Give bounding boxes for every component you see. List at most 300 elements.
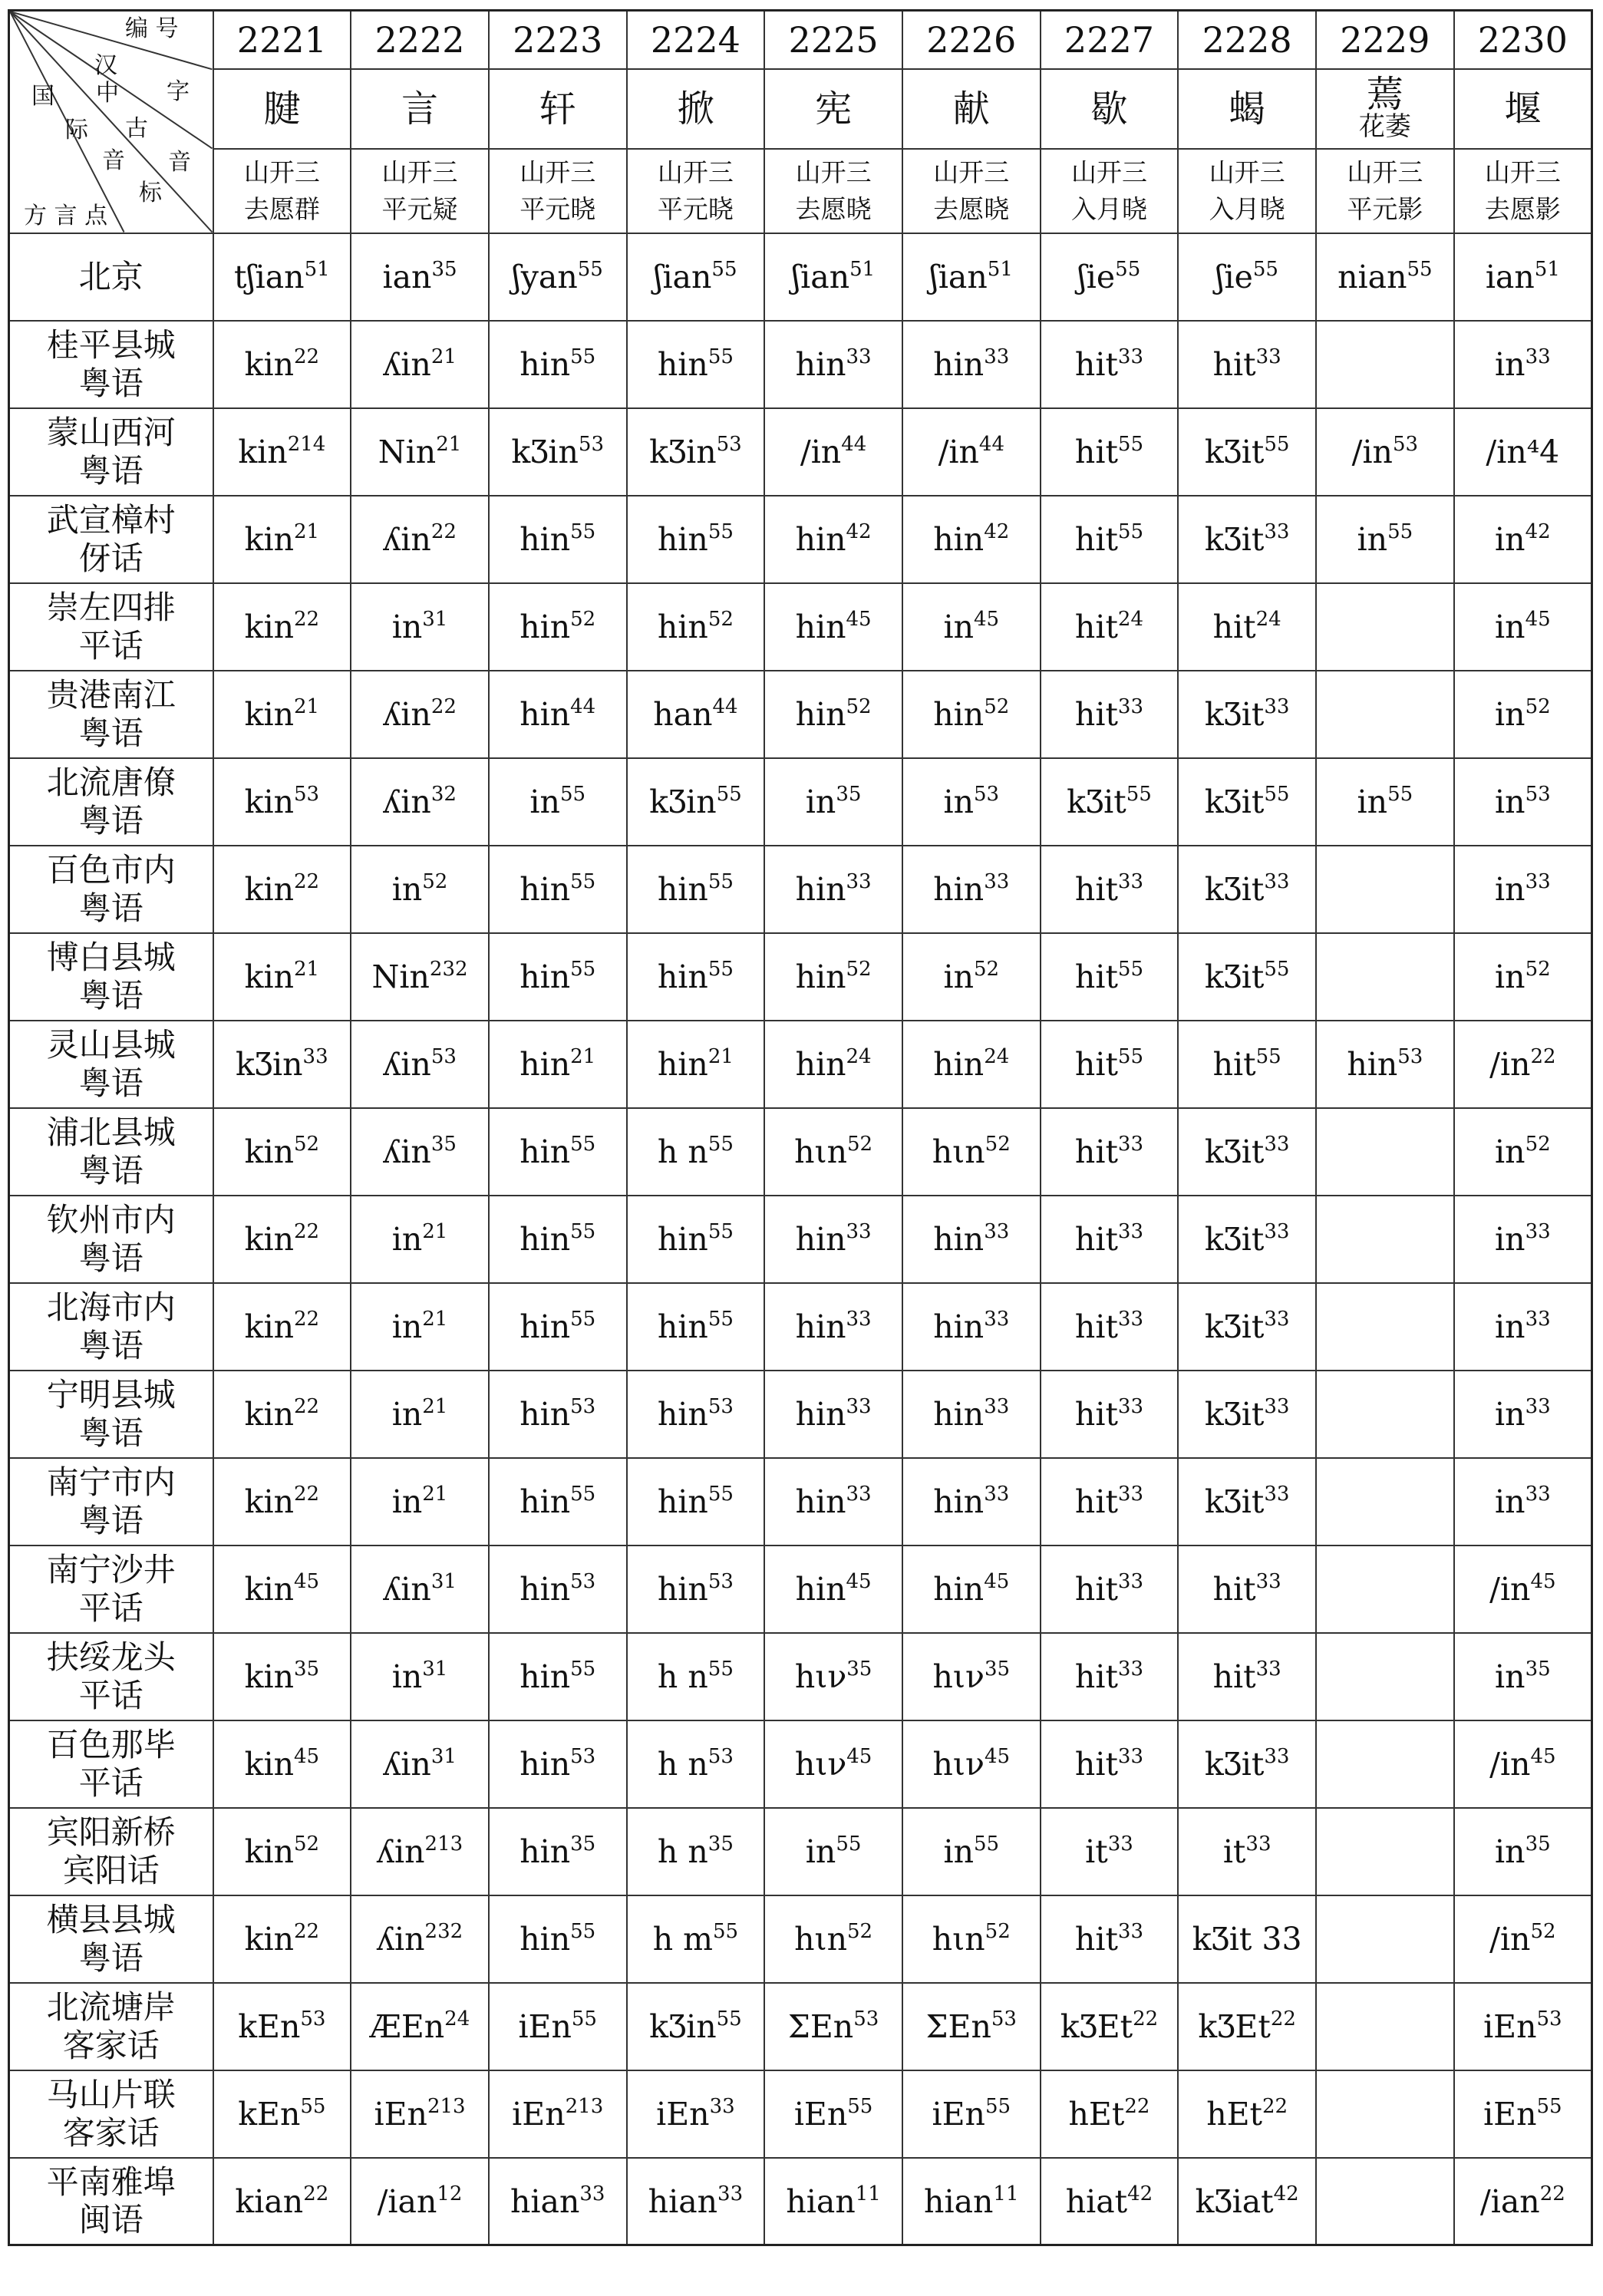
column-character: 腱 xyxy=(263,87,301,130)
pronunciation-base: hit xyxy=(1074,1921,1118,1958)
pronunciation-cell xyxy=(213,1720,351,1808)
pronunciation-cell xyxy=(351,1458,489,1546)
pronunciation-base: in xyxy=(1357,521,1388,558)
column-character-cell xyxy=(489,69,627,149)
pronunciation-base: kƷit xyxy=(1204,1483,1265,1520)
tone-value: 53 xyxy=(430,1045,457,1068)
middle-chinese-line: 山开三 xyxy=(657,157,734,187)
pronunciation-base: kin xyxy=(244,958,294,995)
pronunciation-base: hin xyxy=(795,696,846,733)
tone-value: 55 xyxy=(570,1483,596,1506)
dialect-place-line: 灵山县城 xyxy=(46,1025,176,1064)
pronunciation-cell xyxy=(1041,2070,1179,2158)
pronunciation-base: ΣEn xyxy=(787,2008,854,2045)
tone-value: 33 xyxy=(1117,1570,1144,1593)
middle-chinese-cell xyxy=(1178,149,1316,233)
column-number: 2222 xyxy=(351,11,489,69)
pronunciation-cell xyxy=(351,1983,489,2070)
pronunciation-cell xyxy=(213,2158,351,2245)
corner-label-ji: 际 xyxy=(65,117,88,144)
pronunciation-cell xyxy=(1178,496,1316,583)
pronunciation-base: ʎin xyxy=(383,1046,431,1083)
pronunciation-cell xyxy=(1041,408,1179,496)
tone-value: 33 xyxy=(1525,1395,1551,1418)
table-row xyxy=(9,233,1592,321)
pronunciation-cell xyxy=(1316,1108,1454,1196)
pronunciation-cell xyxy=(1454,1808,1592,1895)
tone-value: 22 xyxy=(430,520,457,543)
tone-value: 21 xyxy=(430,345,457,368)
dialect-place-line: 平话 xyxy=(78,1763,143,1802)
pronunciation-cell xyxy=(1041,1283,1179,1371)
middle-chinese-line: 平元影 xyxy=(1347,193,1423,224)
pronunciation-base: hit xyxy=(1074,1308,1118,1345)
tone-value: 55 xyxy=(1255,1045,1281,1068)
dialect-place-line: 粤语 xyxy=(78,1064,143,1102)
tone-value: 21 xyxy=(422,1220,448,1243)
pronunciation-base: hian xyxy=(786,2182,856,2220)
tone-value: 55 xyxy=(707,870,734,893)
tone-value: 55 xyxy=(570,958,596,981)
table-row xyxy=(9,1720,1592,1808)
pronunciation-cell xyxy=(1041,1720,1179,1808)
pronunciation-cell xyxy=(489,496,627,583)
pronunciation-cell xyxy=(351,1720,489,1808)
pronunciation-base: in xyxy=(1495,958,1525,995)
pronunciation-cell xyxy=(489,408,627,496)
pronunciation-base: iEn xyxy=(1483,2096,1537,2133)
pronunciation-cell xyxy=(1454,233,1592,321)
tone-value: 22 xyxy=(1133,2007,1159,2030)
dialect-place-line: 北流唐僚 xyxy=(46,763,176,801)
pronunciation-base: kin xyxy=(244,783,294,820)
pronunciation-cell xyxy=(489,671,627,758)
pronunciation-cell xyxy=(764,1546,902,1633)
dialect-place-line: 钦州市内 xyxy=(46,1200,176,1239)
column-character-cell xyxy=(764,69,902,149)
column-number: 2221 xyxy=(213,11,351,69)
pronunciation-cell xyxy=(213,496,351,583)
pronunciation-cell xyxy=(1041,1371,1179,1458)
pronunciation-base: iEn xyxy=(793,2096,848,2133)
dialect-place-line: 客家话 xyxy=(62,2026,160,2064)
pronunciation-cell xyxy=(902,671,1041,758)
pronunciation-base: in xyxy=(943,958,974,995)
dialect-place-line: 客家话 xyxy=(62,2113,160,2152)
column-character-cell xyxy=(351,69,489,149)
pronunciation-base: in xyxy=(805,1833,836,1870)
pronunciation-base: hian xyxy=(924,2182,994,2220)
pronunciation-cell xyxy=(1454,583,1592,671)
tone-value: 22 xyxy=(293,1308,320,1331)
pronunciation-base: kƷit 33 xyxy=(1192,1920,1302,1958)
tone-value: 22 xyxy=(293,1220,320,1243)
pronunciation-base: in xyxy=(391,871,423,908)
tone-value: 21 xyxy=(436,433,462,456)
tone-value: 33 xyxy=(717,2182,744,2205)
pronunciation-cell xyxy=(1178,1458,1316,1546)
tone-value: 33 xyxy=(1117,1745,1144,1768)
pronunciation-base: kƷit xyxy=(1204,1396,1265,1433)
pronunciation-base: in xyxy=(943,609,974,645)
pronunciation-cell xyxy=(1041,321,1179,408)
pronunciation-cell xyxy=(1178,846,1316,933)
pronunciation-cell xyxy=(1178,1983,1316,2070)
pronunciation-base: /in xyxy=(800,434,842,470)
pronunciation-cell xyxy=(1041,671,1179,758)
pronunciation-base: hian xyxy=(510,2182,580,2220)
pronunciation-cell xyxy=(1041,233,1179,321)
pronunciation-cell xyxy=(489,1983,627,2070)
tone-value: 33 xyxy=(846,1395,872,1418)
pronunciation-cell xyxy=(1316,1196,1454,1283)
tone-value: 55 xyxy=(985,2095,1011,2118)
tone-value: 55 xyxy=(571,2007,597,2030)
pronunciation-base: in xyxy=(943,783,974,820)
middle-chinese-cell xyxy=(627,149,765,233)
dialect-place-line: 北京 xyxy=(78,257,143,295)
tone-value: 33 xyxy=(1117,1920,1144,1943)
middle-chinese-line: 山开三 xyxy=(1347,157,1423,187)
tone-value: 45 xyxy=(984,1570,1010,1593)
table-row xyxy=(9,321,1592,408)
dialect-place-line: 粤语 xyxy=(78,451,143,490)
tone-value: 22 xyxy=(293,608,320,631)
tone-value: 55 xyxy=(570,1308,596,1331)
tone-value: 21 xyxy=(422,1483,448,1506)
tone-value: 45 xyxy=(1525,608,1551,631)
table-row xyxy=(9,583,1592,671)
tone-value: 53 xyxy=(853,2007,879,2030)
pronunciation-cell xyxy=(1316,1983,1454,2070)
pronunciation-base: hin xyxy=(933,1046,985,1083)
tone-value: 42 xyxy=(846,520,872,543)
column-number: 2226 xyxy=(902,11,1041,69)
tone-value: 33 xyxy=(302,1045,328,1068)
tone-value: 53 xyxy=(1392,433,1419,456)
pronunciation-base: hin xyxy=(795,521,846,558)
pronunciation-cell xyxy=(1454,2158,1592,2245)
pronunciation-base: ʎin xyxy=(383,1133,431,1170)
pronunciation-cell xyxy=(627,1720,765,1808)
pronunciation-base: tʃian xyxy=(234,259,305,295)
tone-value: 33 xyxy=(1117,1658,1144,1681)
pronunciation-base: h n xyxy=(657,1658,708,1695)
pronunciation-cell xyxy=(351,1546,489,1633)
corner-label-bianhao: 编 号 xyxy=(125,15,179,42)
pronunciation-cell xyxy=(902,408,1041,496)
pronunciation-base: kin xyxy=(244,1483,294,1520)
tone-value: 55 xyxy=(570,345,596,368)
pronunciation-cell xyxy=(902,1371,1041,1458)
middle-chinese-line: 入月晓 xyxy=(1209,193,1285,224)
pronunciation-base: /ian xyxy=(377,2182,437,2220)
dialect-place-cell xyxy=(9,1283,213,1371)
tone-value: 52 xyxy=(707,608,734,631)
tone-value: 55 xyxy=(1387,783,1413,806)
dialect-place-cell xyxy=(9,1983,213,2070)
pronunciation-base: hit xyxy=(1212,346,1256,383)
dialect-place-line: 北流塘岸 xyxy=(46,1988,176,2026)
pronunciation-base: /in xyxy=(1489,1921,1531,1958)
tone-value: 33 xyxy=(1264,870,1290,893)
tone-value: 55 xyxy=(707,1133,734,1156)
pronunciation-cell xyxy=(902,758,1041,846)
pronunciation-base: in xyxy=(1495,1221,1525,1258)
pronunciation-cell xyxy=(627,1808,765,1895)
pronunciation-base: hin xyxy=(933,1483,985,1520)
tone-value: 22 xyxy=(430,695,457,718)
dialect-place-cell xyxy=(9,2158,213,2245)
tone-value: 52 xyxy=(293,1833,320,1856)
pronunciation-cell xyxy=(1178,233,1316,321)
pronunciation-cell xyxy=(351,408,489,496)
table-row xyxy=(9,1021,1592,1108)
column-number: 2230 xyxy=(1454,11,1592,69)
pronunciation-cell xyxy=(489,1021,627,1108)
pronunciation-cell xyxy=(489,2158,627,2245)
pronunciation-cell xyxy=(1041,933,1179,1021)
pronunciation-cell xyxy=(627,408,765,496)
tone-value: 55 xyxy=(707,520,734,543)
column-character-note: 花萎 xyxy=(1358,111,1411,142)
middle-chinese-line: 山开三 xyxy=(519,157,596,187)
tone-value: 33 xyxy=(1255,1570,1281,1593)
pronunciation-base: /in xyxy=(938,434,979,470)
pronunciation-base: hιn xyxy=(932,1133,985,1170)
tone-value: 51 xyxy=(304,258,330,281)
pronunciation-base: ÆEn xyxy=(369,2008,445,2045)
pronunciation-cell xyxy=(764,1808,902,1895)
pronunciation-base: hit xyxy=(1074,1746,1118,1783)
pronunciation-cell xyxy=(1454,496,1592,583)
pronunciation-cell xyxy=(213,1633,351,1720)
tone-value: 11 xyxy=(855,2182,881,2205)
pronunciation-cell xyxy=(1454,1458,1592,1546)
dialect-place-line: 平南雅埠 xyxy=(46,2162,176,2201)
dialect-place-line: 闽语 xyxy=(78,2201,143,2239)
pronunciation-base: hin xyxy=(519,346,571,383)
dialect-place-line: 贵港南江 xyxy=(46,675,176,714)
pronunciation-base: it xyxy=(1222,1833,1246,1870)
pronunciation-base: kƷin xyxy=(649,2008,717,2045)
pronunciation-cell xyxy=(764,1371,902,1458)
dialect-place-cell xyxy=(9,1108,213,1196)
tone-value: 213 xyxy=(427,2095,466,2118)
tone-value: 232 xyxy=(424,1920,463,1943)
pronunciation-cell xyxy=(1316,233,1454,321)
pronunciation-cell xyxy=(627,1108,765,1196)
pronunciation-cell xyxy=(1041,758,1179,846)
pronunciation-base: hin xyxy=(795,1571,846,1608)
pronunciation-cell xyxy=(213,1458,351,1546)
tone-value: 45 xyxy=(846,1570,872,1593)
pronunciation-cell xyxy=(1178,933,1316,1021)
tone-value: 55 xyxy=(707,345,734,368)
tone-value: 33 xyxy=(1117,1308,1144,1331)
pronunciation-cell xyxy=(627,1458,765,1546)
pronunciation-cell xyxy=(1316,1720,1454,1808)
corner-label-guo: 国 xyxy=(31,83,54,110)
tone-value: 51 xyxy=(987,258,1013,281)
pronunciation-base: hEt xyxy=(1206,2096,1263,2133)
pronunciation-base: in xyxy=(529,783,560,820)
pronunciation-base: hin xyxy=(519,1396,571,1433)
pronunciation-base: kin xyxy=(244,609,294,645)
tone-value: 35 xyxy=(1525,1833,1551,1856)
tone-value: 45 xyxy=(293,1745,320,1768)
pronunciation-cell xyxy=(764,933,902,1021)
tone-value: 55 xyxy=(570,1658,596,1681)
column-number: 2228 xyxy=(1178,11,1316,69)
dialect-place-line: 粤语 xyxy=(78,1501,143,1539)
pronunciation-base: hin xyxy=(657,346,708,383)
corner-diagonals xyxy=(10,12,213,233)
pronunciation-base: kƷin xyxy=(649,434,717,470)
pronunciation-cell xyxy=(627,1983,765,2070)
pronunciation-base: iEn xyxy=(512,2096,566,2133)
pronunciation-cell xyxy=(1316,321,1454,408)
pronunciation-cell xyxy=(213,671,351,758)
pronunciation-cell xyxy=(1454,1546,1592,1633)
tone-value: 55 xyxy=(707,1220,734,1243)
column-character: 蔫 xyxy=(1366,72,1403,116)
pronunciation-base: hin xyxy=(519,1658,571,1695)
pronunciation-cell xyxy=(351,2158,489,2245)
tone-value: 35 xyxy=(570,1833,596,1856)
pronunciation-base: kƷit xyxy=(1204,521,1265,558)
dialect-place-line: 桂平县城 xyxy=(46,325,176,364)
pronunciation-base: hin xyxy=(795,1396,846,1433)
dialect-place-line: 宾阳新桥 xyxy=(46,1813,176,1851)
pronunciation-base: kin xyxy=(244,1571,294,1608)
pronunciation-cell xyxy=(489,2070,627,2158)
pronunciation-cell xyxy=(1316,1371,1454,1458)
dialect-place-line: 扶绥龙头 xyxy=(46,1638,176,1676)
pronunciation-base: hin xyxy=(519,696,571,733)
tone-value: 31 xyxy=(422,608,448,631)
pronunciation-cell xyxy=(902,321,1041,408)
dialect-place-line: 马山片联 xyxy=(46,2075,176,2113)
pronunciation-base: hin xyxy=(519,958,571,995)
corner-label-biao: 标 xyxy=(139,180,162,206)
middle-chinese-cell xyxy=(1316,149,1454,233)
pronunciation-base: hit xyxy=(1074,1221,1118,1258)
pronunciation-base: hit xyxy=(1074,1483,1118,1520)
pronunciation-cell xyxy=(1316,1458,1454,1546)
tone-value: 21 xyxy=(422,1308,448,1331)
tone-value: 53 xyxy=(1397,1045,1423,1068)
pronunciation-cell xyxy=(1316,1808,1454,1895)
table-row xyxy=(9,758,1592,846)
pronunciation-cell xyxy=(351,1633,489,1720)
pronunciation-base: hin xyxy=(519,1921,571,1958)
pronunciation-cell xyxy=(1178,321,1316,408)
dialect-place-cell xyxy=(9,1720,213,1808)
table-row xyxy=(9,933,1592,1021)
corner-label-fangyandian: 方 言 点 xyxy=(24,203,108,229)
tone-value: 33 xyxy=(984,1483,1010,1506)
pronunciation-base: hin xyxy=(519,1133,571,1170)
tone-value: 52 xyxy=(846,695,872,718)
pronunciation-base: hiat xyxy=(1065,2182,1128,2220)
tone-value: 22 xyxy=(293,345,320,368)
dialect-place-cell xyxy=(9,1196,213,1283)
pronunciation-base: in xyxy=(1495,783,1525,820)
pronunciation-cell xyxy=(627,233,765,321)
pronunciation-cell xyxy=(1041,583,1179,671)
pronunciation-cell xyxy=(489,583,627,671)
tone-value: 52 xyxy=(422,870,448,893)
pronunciation-cell xyxy=(764,1021,902,1108)
pronunciation-base: in xyxy=(391,1308,423,1345)
tone-value: 55 xyxy=(1536,2095,1562,2118)
middle-chinese-cell xyxy=(489,149,627,233)
tone-value: 55 xyxy=(570,1133,596,1156)
pronunciation-cell xyxy=(489,1895,627,1983)
pronunciation-cell xyxy=(1316,1633,1454,1720)
pronunciation-base: /in xyxy=(1489,1571,1531,1608)
middle-chinese-cell xyxy=(1454,149,1592,233)
pronunciation-base: kƷEt xyxy=(1060,2008,1133,2045)
pronunciation-cell xyxy=(1178,1633,1316,1720)
pronunciation-cell xyxy=(351,1196,489,1283)
dialect-place-line: 宁明县城 xyxy=(46,1375,176,1414)
tone-value: 22 xyxy=(1262,2095,1288,2118)
pronunciation-cell xyxy=(627,1546,765,1633)
pronunciation-cell xyxy=(902,1633,1041,1720)
table-row xyxy=(9,496,1592,583)
pronunciation-base: hin xyxy=(795,1308,846,1345)
tone-value: 33 xyxy=(1117,345,1144,368)
dialect-place-cell xyxy=(9,758,213,846)
pronunciation-cell xyxy=(489,1633,627,1720)
pronunciation-base: in xyxy=(391,1221,423,1258)
pronunciation-cell xyxy=(213,2070,351,2158)
tone-value: 11 xyxy=(993,2182,1019,2205)
pronunciation-base: ʃian xyxy=(792,259,850,295)
pronunciation-cell xyxy=(627,846,765,933)
pronunciation-base: hin xyxy=(657,1221,708,1258)
pronunciation-cell xyxy=(1041,1895,1179,1983)
pronunciation-base: /in xyxy=(1351,434,1393,470)
dialect-place-cell xyxy=(9,583,213,671)
corner-label-gu: 古 xyxy=(125,115,148,142)
tone-value: 33 xyxy=(984,1395,1010,1418)
tone-value: 42 xyxy=(1127,2182,1153,2205)
column-character: 宪 xyxy=(815,87,853,130)
tone-value: 33 xyxy=(1264,1483,1290,1506)
pronunciation-base: kEn xyxy=(238,2096,301,2133)
pronunciation-base: hin xyxy=(657,1396,708,1433)
pronunciation-cell xyxy=(902,1720,1041,1808)
pronunciation-cell xyxy=(1178,1808,1316,1895)
column-character: 堰 xyxy=(1504,87,1542,130)
pronunciation-base: kƷit xyxy=(1204,1221,1265,1258)
column-number: 2227 xyxy=(1041,11,1179,69)
pronunciation-base: in xyxy=(1495,1308,1525,1345)
pronunciation-cell xyxy=(1454,1720,1592,1808)
pronunciation-cell xyxy=(213,583,351,671)
pronunciation-cell xyxy=(1316,2158,1454,2245)
pronunciation-cell xyxy=(1041,2158,1179,2245)
pronunciation-base: iEn xyxy=(518,2008,572,2045)
pronunciation-base: hEt xyxy=(1068,2096,1125,2133)
pronunciation-base: hit xyxy=(1074,1658,1118,1695)
pronunciation-cell xyxy=(1454,933,1592,1021)
pronunciation-base: h n xyxy=(657,1746,708,1783)
pronunciation-base: hit xyxy=(1074,521,1118,558)
